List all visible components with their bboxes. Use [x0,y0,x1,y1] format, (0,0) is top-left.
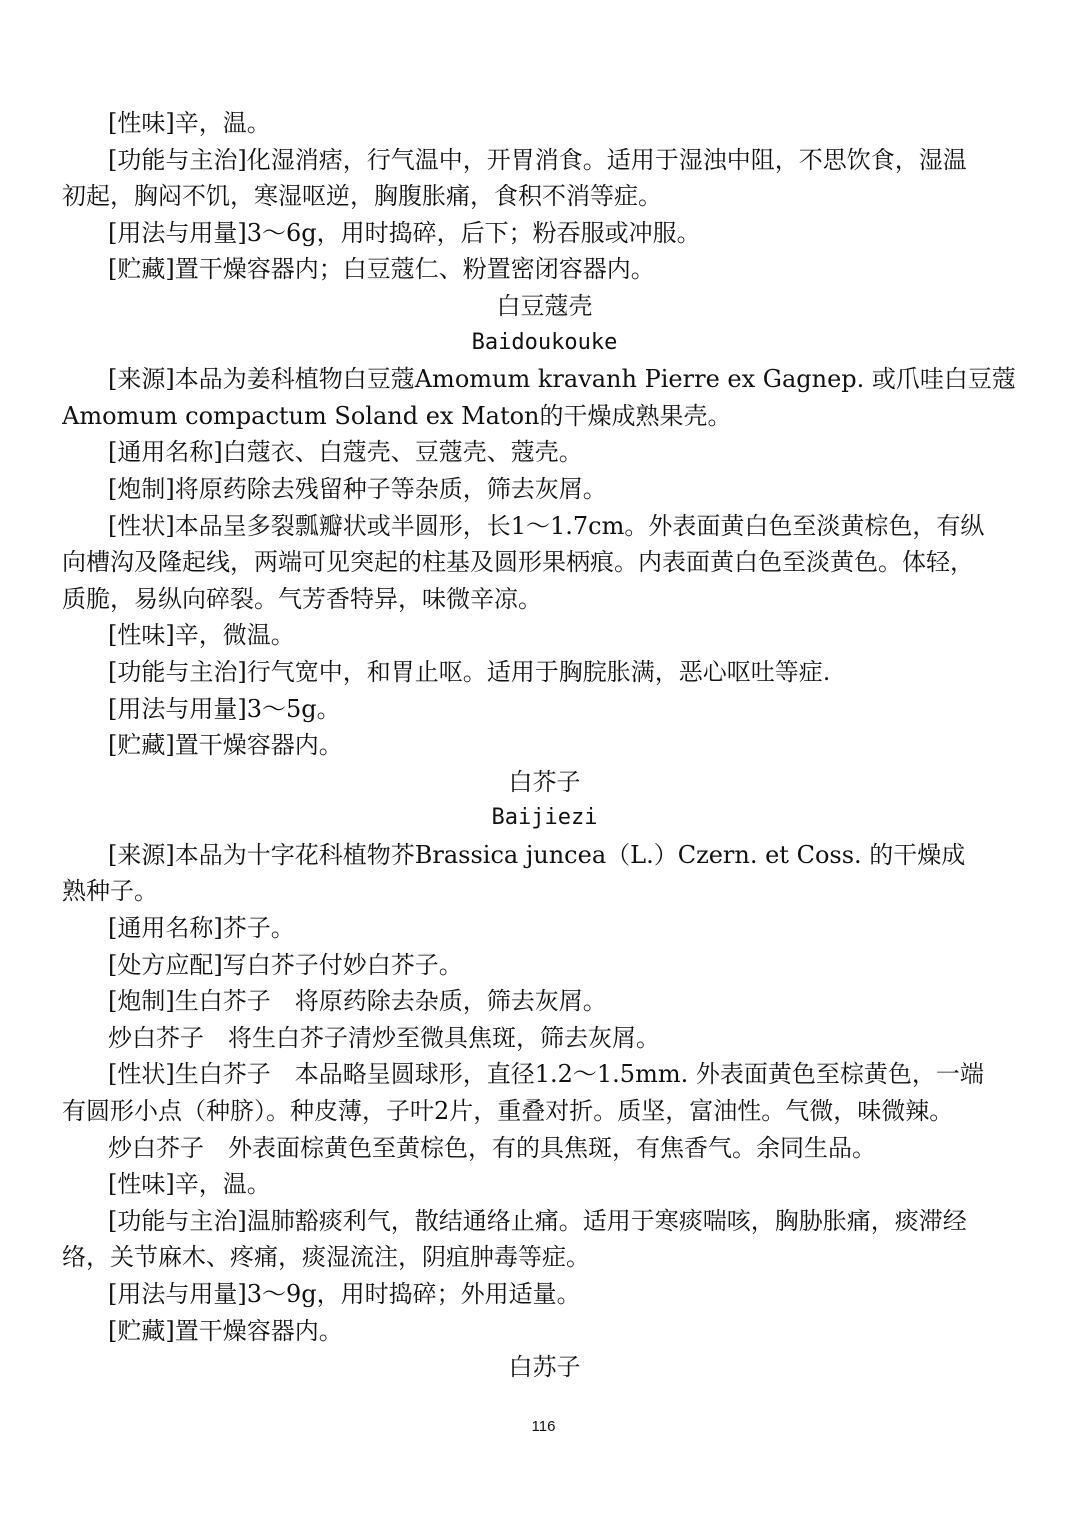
usage-line: [用法与用量]3～6g，用时捣碎，后下；粉吞服或冲服。 [108,218,701,247]
common-names-line: [通用名称]芥子。 [108,914,295,943]
nature-line: [性味]辛，温。 [108,109,271,137]
processing-text: 将生白芥子清炒至微具焦斑，筛去灰屑。 [228,1023,660,1052]
entry-title-baijiezi: 白芥子 [508,767,581,796]
processing-line-fried [62,1020,1027,1057]
storage-line: [贮藏]置干燥容器内。 [108,731,343,760]
nature-line: [性味]辛，温。 [108,1170,271,1199]
character-line-continued: 有圆形小点（种脐）。种皮薄，子叶2片，重叠对折。质坚，富油性。气微，味微辣。 [62,1097,954,1126]
function-line: [功能与主治]化湿消痞，行气温中，开胃消食。适用于湿浊中阻，不思饮食，湿温 [108,145,967,174]
function-line-continued: 初起，胸闷不饥，寒湿呕逆，胸腹胀痛，食积不消等症。 [62,182,662,211]
processing-text: 将原药除去杂质，筛去灰屑。 [294,987,607,1016]
usage-line: [用法与用量]3～5g。 [108,694,341,723]
character-label: 炒白芥子 [108,1133,204,1162]
processing-line [62,983,1027,1020]
character-label: [性状]生白芥子 [108,1060,271,1089]
entry-title-baisuzi: 白苏子 [508,1353,581,1382]
storage-line: [贮藏]置干燥容器内；白豆蔻仁、粉置密闭容器内。 [108,255,655,284]
character-line [62,1056,1027,1093]
common-names-line: [通用名称]白蔻衣、白蔻壳、豆蔻壳、蔻壳。 [108,438,583,467]
source-line: [来源]本品为姜科植物白豆蔻Amomum kravanh Pierre ex Gagnep. 或爪哇白豆蔻 [108,365,1016,394]
storage-line: [贮藏]置干燥容器内。 [108,1316,343,1345]
source-line-continued: Amomum compactum Soland ex Maton的干燥成熟果壳。 [62,401,732,430]
document-page [62,105,1027,1386]
character-line-continued: 质脆，易纵向碎裂。气芳香特异，味微辛凉。 [62,584,542,613]
prescription-line: [处方应配]写白芥子付妙白芥子。 [108,950,463,979]
processing-label: [炮制]生白芥子 [108,987,271,1016]
source-line: [来源]本品为十字花科植物芥Brassica juncea（L.）Czern. et Coss. 的干燥成 [108,840,966,869]
character-text: 外表面棕黄色至黄棕色，有的具焦斑，有焦香气。余同生品。 [228,1133,876,1162]
processing-line: [炮制]将原药除去残留种子等杂质，筛去灰屑。 [108,474,607,503]
function-line: [功能与主治]行气宽中，和胃止呕。适用于胸脘胀满，恶心呕吐等症. [108,657,831,686]
character-text: 本品略呈圆球形，直径1.2～1.5mm. 外表面黄色至棕黄色，一端 [294,1060,984,1089]
usage-line: [用法与用量]3～9g，用时捣碎；外用适量。 [108,1280,581,1308]
character-line: [性状]本品呈多裂瓢瓣状或半圆形，长1～1.7cm。外表面黄白色至淡黄棕色，有纵 [108,511,985,540]
entry-pinyin-baidoukouke: Baidoukouke [471,329,618,355]
source-line-continued: 熟种子。 [62,877,158,906]
entry-title-baidoukouke: 白豆蔻壳 [496,291,593,320]
entry-pinyin-baijiezi: Baijiezi [491,805,598,831]
processing-label: 炒白芥子 [108,1023,204,1052]
function-line-continued: 络，关节麻木、疼痛，痰湿流注，阴疽肿毒等症。 [62,1243,590,1272]
page-number: 116 [531,1418,556,1435]
function-line: [功能与主治]温肺豁痰利气，散结通络止痛。适用于寒痰喘咳，胸胁胀痛，痰滞经 [108,1206,967,1235]
character-line-continued: 向槽沟及隆起线，两端可见突起的柱基及圆形果柄痕。内表面黄白色至淡黄色。体轻， [62,548,974,577]
nature-line: [性味]辛，微温。 [108,621,295,650]
character-line-fried [62,1130,1027,1167]
